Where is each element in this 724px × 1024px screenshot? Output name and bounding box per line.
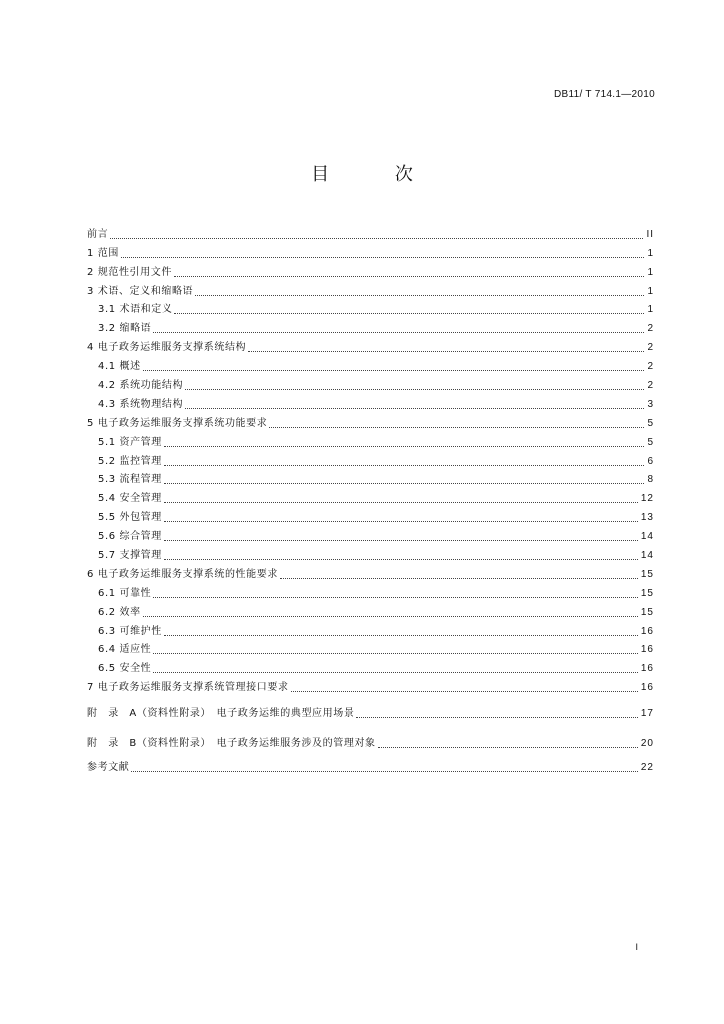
toc-entry-page: 14 bbox=[640, 550, 654, 562]
toc-dot-leader bbox=[164, 501, 638, 503]
toc-entry[interactable] bbox=[87, 750, 654, 774]
toc-dot-leader bbox=[185, 388, 644, 390]
toc-entry-page: 20 bbox=[640, 738, 654, 750]
document-code: DB11/ T 714.1—2010 bbox=[553, 89, 655, 100]
toc-entry[interactable] bbox=[87, 316, 654, 335]
toc-entry[interactable] bbox=[87, 562, 654, 581]
page-title: 目 次 bbox=[311, 164, 443, 185]
toc-dot-leader bbox=[248, 350, 644, 352]
toc-entry-label: 5.4 安全管理 bbox=[98, 493, 162, 505]
toc-entry[interactable] bbox=[87, 619, 654, 638]
toc-dot-leader bbox=[356, 716, 637, 718]
toc-dot-leader bbox=[110, 237, 643, 239]
toc-entry-label: 6.3 可维护性 bbox=[98, 625, 162, 637]
toc-dot-leader bbox=[153, 671, 638, 673]
toc-entry-page: 15 bbox=[640, 587, 654, 599]
toc-dot-leader bbox=[185, 407, 644, 409]
toc-entry-label: 3 术语、定义和缩略语 bbox=[87, 285, 194, 297]
table-of-contents bbox=[87, 222, 654, 774]
toc-entry[interactable] bbox=[87, 373, 654, 392]
toc-entry-label: 4.1 概述 bbox=[98, 361, 141, 373]
toc-entry-label: 1 范围 bbox=[87, 247, 119, 259]
toc-entry-page: 15 bbox=[640, 568, 654, 580]
toc-dot-leader bbox=[280, 577, 638, 579]
toc-dot-leader bbox=[174, 275, 644, 277]
toc-entry-label: 2 规范性引用文件 bbox=[87, 266, 172, 278]
toc-dot-leader bbox=[143, 615, 638, 617]
toc-dot-leader bbox=[164, 464, 645, 466]
toc-entry-label: 4 电子政务运维服务支撑系统结构 bbox=[87, 342, 247, 354]
toc-entry[interactable] bbox=[87, 722, 654, 750]
toc-entry-label: 6.2 效率 bbox=[98, 606, 141, 618]
toc-entry-page: 5 bbox=[647, 436, 654, 448]
toc-entry-label: 5.7 支撑管理 bbox=[98, 550, 162, 562]
toc-entry-page: 16 bbox=[640, 644, 654, 656]
toc-entry-label: 6 电子政务运维服务支撑系统的性能要求 bbox=[87, 568, 278, 580]
toc-entry-label: 6.1 可靠性 bbox=[98, 587, 152, 599]
toc-entry-page: 1 bbox=[647, 247, 654, 259]
toc-entry[interactable] bbox=[87, 222, 654, 241]
toc-entry-label: 5.5 外包管理 bbox=[98, 512, 162, 524]
toc-entry-label: 3.2 缩略语 bbox=[98, 323, 152, 335]
toc-dot-leader bbox=[174, 312, 644, 314]
toc-dot-leader bbox=[378, 746, 638, 748]
toc-entry-page: 3 bbox=[647, 398, 654, 410]
toc-entry[interactable] bbox=[87, 241, 654, 260]
toc-entry-page: 6 bbox=[647, 455, 654, 467]
toc-entry-label: 4.3 系统物理结构 bbox=[98, 398, 184, 410]
toc-entry[interactable] bbox=[87, 335, 654, 354]
page-number: I bbox=[635, 942, 638, 952]
toc-entry-page: 16 bbox=[640, 663, 654, 675]
toc-entry-page: 16 bbox=[640, 682, 654, 694]
toc-entry[interactable] bbox=[87, 524, 654, 543]
toc-entry-label: 参考文献 bbox=[87, 762, 130, 774]
toc-entry-label: 5 电子政务运维服务支撑系统功能要求 bbox=[87, 417, 268, 429]
toc-entry-label: 前言 bbox=[87, 228, 109, 240]
toc-dot-leader bbox=[164, 558, 638, 560]
toc-entry-label: 4.2 系统功能结构 bbox=[98, 380, 184, 392]
toc-entry-page: 12 bbox=[640, 493, 654, 505]
toc-entry-page: 16 bbox=[640, 625, 654, 637]
toc-entry[interactable] bbox=[87, 581, 654, 600]
toc-dot-leader bbox=[291, 690, 638, 692]
toc-dot-leader bbox=[195, 294, 644, 296]
toc-dot-leader bbox=[164, 634, 638, 636]
toc-entry-label: 6.4 适应性 bbox=[98, 644, 152, 656]
toc-entry[interactable] bbox=[87, 354, 654, 373]
toc-entry-page: II bbox=[646, 228, 654, 240]
toc-entry-page: 1 bbox=[647, 266, 654, 278]
toc-dot-leader bbox=[164, 520, 638, 522]
toc-entry[interactable] bbox=[87, 411, 654, 430]
toc-entry-page: 22 bbox=[640, 762, 654, 774]
toc-dot-leader bbox=[131, 770, 637, 772]
toc-entry-label: 5.3 流程管理 bbox=[98, 474, 162, 486]
toc-dot-leader bbox=[143, 369, 645, 371]
toc-entry-page: 17 bbox=[640, 708, 654, 720]
toc-entry[interactable] bbox=[87, 279, 654, 298]
toc-entry[interactable] bbox=[87, 430, 654, 449]
toc-dot-leader bbox=[153, 331, 644, 333]
toc-entry-page: 1 bbox=[647, 304, 654, 316]
toc-entry[interactable] bbox=[87, 468, 654, 487]
toc-entry-page: 2 bbox=[647, 380, 654, 392]
toc-entry[interactable] bbox=[87, 486, 654, 505]
toc-entry[interactable] bbox=[87, 298, 654, 317]
toc-entry-page: 14 bbox=[640, 531, 654, 543]
toc-entry-page: 1 bbox=[647, 285, 654, 297]
toc-entry[interactable] bbox=[87, 696, 654, 720]
toc-entry-label: 5.2 监控管理 bbox=[98, 455, 162, 467]
toc-entry-label: 附 录 B（资料性附录） 电子政务运维服务涉及的管理对象 bbox=[87, 738, 376, 750]
toc-entry-page: 2 bbox=[647, 323, 654, 335]
toc-entry[interactable] bbox=[87, 543, 654, 562]
toc-entry[interactable] bbox=[87, 260, 654, 279]
toc-entry[interactable] bbox=[87, 638, 654, 657]
toc-entry-label: 7 电子政务运维服务支撑系统管理接口要求 bbox=[87, 682, 289, 694]
toc-entry[interactable] bbox=[87, 656, 654, 675]
toc-entry[interactable] bbox=[87, 449, 654, 468]
toc-entry-label: 5.6 综合管理 bbox=[98, 531, 162, 543]
toc-entry-page: 2 bbox=[647, 342, 654, 354]
toc-dot-leader bbox=[164, 539, 638, 541]
toc-dot-leader bbox=[269, 426, 644, 428]
toc-entry-page: 5 bbox=[647, 417, 654, 429]
toc-dot-leader bbox=[153, 652, 638, 654]
toc-entry-label: 附 录 A（资料性附录） 电子政务运维的典型应用场景 bbox=[87, 708, 355, 720]
toc-entry-page: 8 bbox=[647, 474, 654, 486]
toc-dot-leader bbox=[164, 482, 645, 484]
toc-entry-page: 15 bbox=[640, 606, 654, 618]
toc-dot-leader bbox=[164, 445, 645, 447]
toc-entry-label: 6.5 安全性 bbox=[98, 663, 152, 675]
toc-entry-page: 2 bbox=[647, 361, 654, 373]
toc-entry[interactable] bbox=[87, 392, 654, 411]
toc-entry-page: 13 bbox=[640, 512, 654, 524]
toc-entry[interactable] bbox=[87, 675, 654, 694]
toc-dot-leader bbox=[121, 256, 644, 258]
toc-entry-label: 3.1 术语和定义 bbox=[98, 304, 173, 316]
toc-entry-label: 5.1 资产管理 bbox=[98, 436, 162, 448]
toc-entry[interactable] bbox=[87, 505, 654, 524]
toc-entry[interactable] bbox=[87, 600, 654, 619]
toc-dot-leader bbox=[153, 596, 638, 598]
